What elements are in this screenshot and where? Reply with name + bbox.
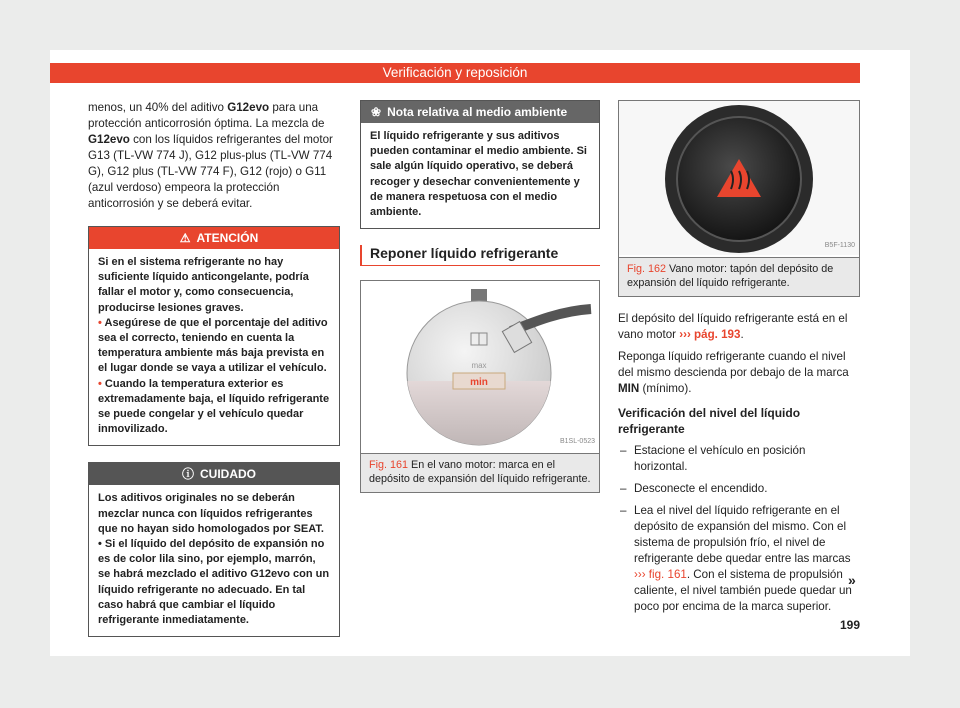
paragraph-location-text: El depósito del líquido refrigerante está en el vano motor [618, 312, 848, 341]
max-mark-label: max [471, 361, 487, 371]
environment-box [360, 100, 600, 229]
environment-header [361, 101, 599, 123]
column-left [88, 100, 340, 637]
warning-bullet-1 [98, 316, 330, 377]
bullet-icon: • [98, 316, 105, 329]
caution-bullet-1-text: Si el líquido del depósito de expansión no es de color lila sino, por ejemplo, marrón, se habrá mezclado el aditivo G12evo con un líquido refrigerante no adecuado. En tal caso habrá que cambiar el líquido refrigerante inmediatamente. [98, 538, 330, 627]
figure-reference-link[interactable]: ››› fig. 161 [634, 568, 687, 581]
environment-body: El líquido refrigerante y sus aditivos pueden contaminar el medio ambiente. Si sale algún líquido operativo, se deberá recoger y desechar convenientemente y de manera respetuosa con el medio ambiente. [370, 130, 587, 219]
figure-162-caption [618, 258, 860, 297]
intro-text-3: con los líquidos refrigerantes del motor G13 (TL-VW 774 J), G12 plus-plus (TL-VW 774 G), G12 plus (TL-VW 774 F), G12 (rojo) o G11 (azul verdoso) empeora la protección anticorrosión y se deberá evitar. [88, 133, 333, 210]
caution-lead: Los aditivos originales no se deberán mezclar nunca con líquidos refrigerantes que no hayan sido homologados por SEAT. [98, 492, 324, 535]
info-circle-icon: ⓘ [181, 467, 194, 482]
continue-arrow: » [848, 572, 856, 588]
step-3-tail: . Con el sistema de propulsión caliente, el nivel también puede quedar un poco por encima de la marca superior. [634, 568, 852, 613]
environment-title: Nota relativa al medio ambiente [387, 105, 568, 119]
figure-number: Fig. 161 [369, 459, 409, 472]
min-mark-label: min [470, 377, 488, 389]
caution-title: CUIDADO [200, 467, 256, 482]
paragraph-location: El depósito del líquido refrigerante está en el vano motor ››› pág. 193. [618, 312, 848, 341]
section-title: Reponer líquido refrigerante [360, 245, 600, 266]
leaf-icon: ❀ [371, 105, 382, 119]
warning-lead: Si en el sistema refrigerante no hay suficiente líquido anticongelante, podría fallar el motor y, como consecuencia, producirse lesiones graves. [98, 256, 309, 314]
warning-body [89, 249, 339, 445]
caution-box [88, 462, 340, 637]
paragraph-refill-tail: (mínimo). [642, 382, 692, 395]
step-item [618, 503, 860, 615]
page-reference-link[interactable]: ››› pág. 193 [679, 328, 741, 341]
page-number: 199 [839, 618, 860, 632]
bullet-icon: • [98, 377, 105, 390]
warning-header [89, 227, 339, 249]
warning-triangle-icon: ⚠ [179, 231, 191, 245]
warning-box [88, 226, 340, 446]
intro-paragraph [88, 100, 340, 212]
figure-code: B1SL-0523 [559, 438, 595, 446]
figure-caption-text: En el vano motor: marca en el depósito de expansión del líquido refrigerante. [369, 459, 591, 486]
intro-text-1: menos, un 40% del aditivo [88, 101, 228, 114]
min-mark-text: MIN [618, 382, 640, 395]
intro-text-2: para una protección anticorrosión óptima. La mezcla de [88, 101, 325, 130]
figure-161 [360, 280, 600, 454]
steps-list [618, 443, 860, 615]
figure-161-caption [360, 454, 600, 493]
caution-bullet-1 [98, 537, 330, 628]
paragraph-refill [618, 349, 860, 397]
warning-bullet-1-text: Asegúrese de que el porcentaje del aditivo sea el correcto, teniendo en cuenta la temperatura ambiente más baja prevista en el lugar donde se vaya a utilizar el vehículo. [98, 316, 328, 375]
column-right [618, 100, 860, 621]
step-item: – Estacione el vehículo en posición horizontal. [618, 443, 860, 475]
caution-body [89, 485, 339, 636]
figure-code: B5F-1130 [824, 242, 855, 249]
step-item: – Desconecte el encendido. [618, 481, 860, 497]
bullet-icon: • [98, 538, 105, 551]
column-middle [360, 100, 600, 493]
subheading-level-check: Verificación del nivel del líquido refrigerante [618, 406, 801, 436]
warning-bullet-2 [98, 377, 330, 438]
intro-bold-1: G12evo [227, 101, 270, 114]
paragraph-refill-text: Reponga líquido refrigerante cuando el nivel del mismo descienda por debajo de la marca [618, 350, 849, 379]
page-header: Verificación y reposición [50, 63, 860, 83]
intro-bold-2: G12evo [88, 133, 130, 146]
warning-title: ATENCIÓN [196, 231, 259, 245]
step-3-text: Lea el nivel del líquido refrigerante en el depósito de expansión del mismo. Con el sistema de propulsión frío, el nivel de refrigerante debe quedar entre las marcas [634, 504, 851, 565]
reservoir-cap-illustration [619, 101, 859, 255]
figure-caption-text: Vano motor: tapón del depósito de expansión del líquido refrigerante. [627, 263, 834, 289]
figure-number: Fig. 162 [627, 263, 667, 275]
warning-bullet-2-text: Cuando la temperatura exterior es extremadamente baja, el líquido refrigerante se puede congelar y el vehículo quedar inmovilizado. [98, 377, 330, 436]
figure-162 [618, 100, 860, 258]
expansion-tank-illustration [361, 281, 599, 451]
caution-header [89, 463, 339, 485]
